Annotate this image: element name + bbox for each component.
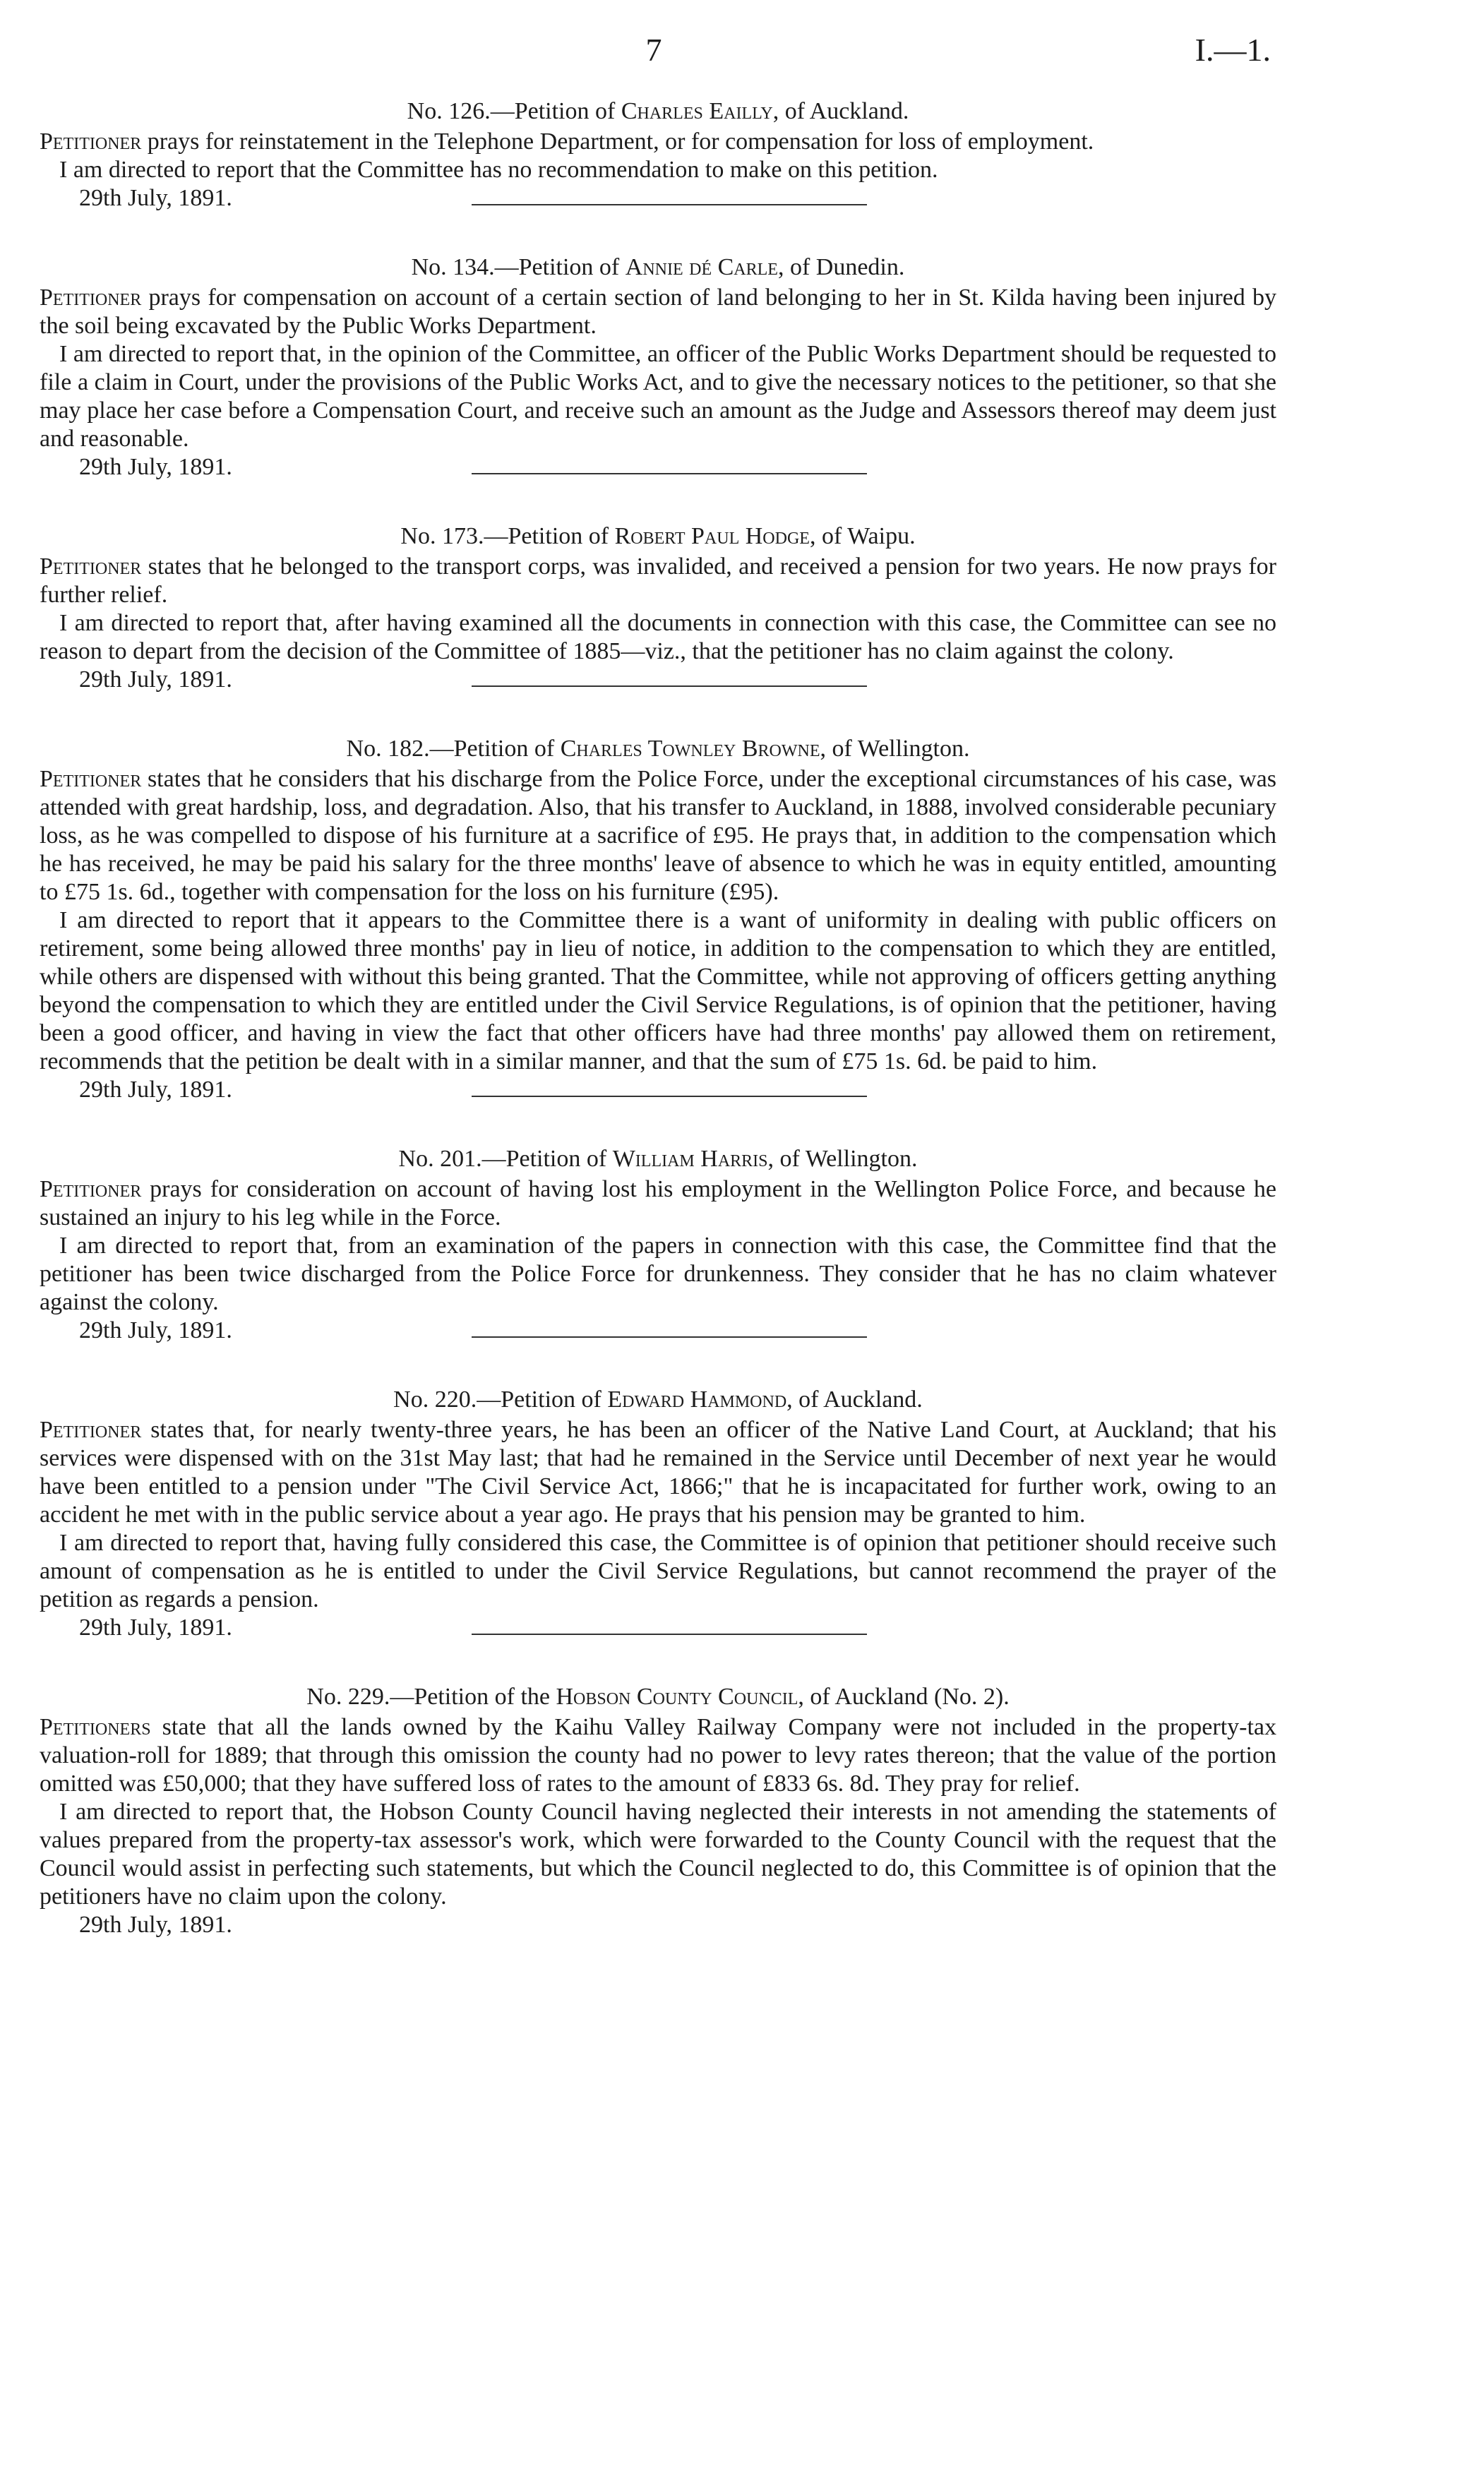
statement-text: states that, for nearly twenty-three years, he has been an officer of the Native Land Court, at Auckland; that his services were dispensed with on the 31st May last; that had he remained in the Service until December of next year he would have been entitled to a pension under "The Civil Service Act, 1866;" that he is incapacitated for further work, owing to an accident he met with in the public service about a year ago. He prays that his pension may be granted to him.	[40, 1417, 1276, 1528]
date-row	[40, 1076, 1276, 1104]
petitioner-lead: Petitioner	[40, 553, 142, 580]
committee-report: I am directed to report that, the Hobson County Council having neglected their interests in not amending the statements of values prepared from the property-tax assessor's work, which were forwarded to the County Council with the request that the Council would assist in perfecting such statements, but which the Council neglected to do, this Committee is of opinion that the petitioners have no claim upon the colony.	[40, 1799, 1276, 1910]
petition-number: No. 173.—Petition of	[400, 523, 615, 549]
petitioner-lead: Petitioners	[40, 1714, 151, 1740]
date-row	[40, 666, 1276, 694]
report-date: 29th July, 1891.	[79, 1317, 232, 1343]
petition-heading	[40, 97, 1276, 126]
petition-heading	[40, 253, 1276, 282]
report-date: 29th July, 1891.	[79, 1615, 232, 1641]
statement-text: states that he considers that his discharge from the Police Force, under the exceptional circumstances of his case, was attended with great hardship, loss, and degradation. Also, that his transfer to Auckland, in 1888, involved considerable pecuniary loss, as he was compelled to dispose of his furniture at a sacrifice of £95. He prays that, in addition to the compensation which he has received, he may be paid his salary for the three months' leave of absence to which he was in equity entitled, amounting to £75 1s. 6d., together with compensation for the loss on his furniture (£95).	[40, 766, 1276, 905]
petitioner-lead: Petitioner	[40, 766, 142, 792]
committee-report: I am directed to report that it appears to the Committee there is a want of uniformity in dealing with public officers on retirement, some being allowed three months' pay in lieu of notice, in addition to the compensation to which they are entitled, while others are dispensed with without this being granted. That the Committee, while not approving of officers getting anything beyond the compensation to which they are entitled under the Civil Service Regulations, is of opinion that the petitioner, having been a good officer, and having in view the fact that other officers have had three months' pay allowed them on retirement, recommends that the petition be dealt with in a similar manner, and that the sum of £75 1s. 6d. be paid to him.	[40, 907, 1276, 1074]
petition-number: No. 182.—Petition of	[346, 736, 561, 762]
petition-229	[40, 1683, 1276, 1939]
petitioner-place: , of Auckland (No. 2).	[798, 1684, 1010, 1710]
petition-126	[40, 97, 1276, 212]
petitioner-name: Hobson County Council	[556, 1684, 798, 1710]
petitioner-place: , of Wellington.	[767, 1146, 918, 1172]
petition-statement	[40, 128, 1276, 156]
petitioner-lead: Petitioner	[40, 1417, 142, 1443]
petition-number: No. 134.—Petition of	[411, 254, 626, 280]
page-number: 7	[645, 32, 662, 68]
petitioner-lead: Petitioner	[40, 1176, 142, 1202]
statement-text: prays for reinstatement in the Telephone Department, or for compensation for loss of employment.	[141, 128, 1094, 155]
date-row	[40, 453, 1276, 481]
petition-number: No. 229.—Petition of the	[306, 1684, 556, 1710]
petitioner-place: , of Dunedin.	[777, 254, 905, 280]
petitioner-name: Charles Eailly	[621, 98, 773, 124]
petition-heading	[40, 1683, 1276, 1711]
petition-220	[40, 1386, 1276, 1642]
petition-statement	[40, 1416, 1276, 1529]
petitions-list	[40, 97, 1276, 1939]
petition-heading	[40, 522, 1276, 551]
petition-heading	[40, 1386, 1276, 1414]
petition-statement	[40, 765, 1276, 906]
date-row	[40, 184, 1276, 212]
section-divider	[472, 685, 867, 687]
petitioner-place: , of Waipu.	[809, 523, 916, 549]
petition-201	[40, 1145, 1276, 1345]
petitioner-name: Edward Hammond	[607, 1386, 787, 1413]
petition-statement	[40, 1175, 1276, 1232]
statement-text: prays for consideration on account of having lost his employment in the Wellington Police Force, and because he sustained an injury to his leg while in the Force.	[40, 1176, 1276, 1230]
petitioner-place: , of Auckland.	[786, 1386, 923, 1413]
section-divider	[472, 204, 867, 205]
section-divider	[472, 1634, 867, 1635]
date-row	[40, 1317, 1276, 1345]
petition-number: No. 126.—Petition of	[407, 98, 621, 124]
petitioner-name: Charles Townley Browne	[560, 736, 820, 762]
petition-134	[40, 253, 1276, 481]
section-divider	[472, 1096, 867, 1097]
statement-text: state that all the lands owned by the Kaihu Valley Railway Company were not included in the property-tax valuation-roll for 1889; that through this omission the county had no power to levy rates thereon; that the value of the portion omitted was £50,000; that they have suffered loss of rates to the amount of £833 6s. 8d. They pray for relief.	[40, 1714, 1276, 1797]
date-row	[40, 1614, 1276, 1642]
petitioner-lead: Petitioner	[40, 128, 142, 155]
petitioner-place: , of Auckland.	[772, 98, 909, 124]
committee-report: I am directed to report that, having fully considered this case, the Committee is of opinion that petitioner should receive such amount of compensation as he is entitled to under the Civil Service Regulations, but cannot recommend the prayer of the petition as regards a pension.	[40, 1530, 1276, 1612]
committee-report: I am directed to report that the Committee has no recommendation to make on this petition.	[59, 157, 938, 183]
petition-heading	[40, 1145, 1276, 1173]
report-date: 29th July, 1891.	[79, 666, 232, 693]
petitioner-place: , of Wellington.	[820, 736, 970, 762]
section-divider	[472, 1336, 867, 1338]
statement-text: states that he belonged to the transport corps, was invalided, and received a pension for two years. He now prays for further relief.	[40, 553, 1276, 608]
petitioner-name: Annie dé Carle	[625, 254, 778, 280]
committee-report: I am directed to report that, from an examination of the papers in connection with this case, the Committee find that the petitioner has been twice discharged from the Police Force for drunkenness. They consider that he has no claim whatever against the colony.	[40, 1233, 1276, 1315]
petition-number: No. 201.—Petition of	[398, 1146, 613, 1172]
petition-number: No. 220.—Petition of	[393, 1386, 608, 1413]
section-divider	[472, 473, 867, 474]
report-date: 29th July, 1891.	[79, 1077, 232, 1103]
report-date: 29th July, 1891.	[79, 185, 232, 211]
petitioner-name: William Harris	[612, 1146, 768, 1172]
petitioner-lead: Petitioner	[40, 284, 142, 311]
series-label: I.—1.	[1195, 32, 1271, 68]
petition-182	[40, 735, 1276, 1104]
statement-text: prays for compensation on account of a certain section of land belonging to her in St. Kilda having been injured by the soil being excavated by the Public Works Department.	[40, 284, 1276, 339]
report-date: 29th July, 1891.	[79, 1912, 232, 1938]
date-row	[40, 1911, 1276, 1939]
committee-report: I am directed to report that, after having examined all the documents in connection with this case, the Committee can see no reason to depart from the decision of the Committee of 1885—viz., that the petitioner has no claim against the colony.	[40, 610, 1276, 664]
petition-173	[40, 522, 1276, 694]
petition-heading	[40, 735, 1276, 763]
petition-statement	[40, 553, 1276, 609]
petitioner-name: Robert Paul Hodge	[614, 523, 810, 549]
petition-statement	[40, 284, 1276, 340]
petition-statement	[40, 1713, 1276, 1798]
report-date: 29th July, 1891.	[79, 454, 232, 480]
committee-report: I am directed to report that, in the opinion of the Committee, an officer of the Public Works Department should be requested to file a claim in Court, under the provisions of the Public Works Act, and to give the necessary notices to the petitioner, so that she may place her case before a Compensation Court, and receive such an amount as the Judge and Assessors thereof may deem just and reasonable.	[40, 341, 1276, 452]
